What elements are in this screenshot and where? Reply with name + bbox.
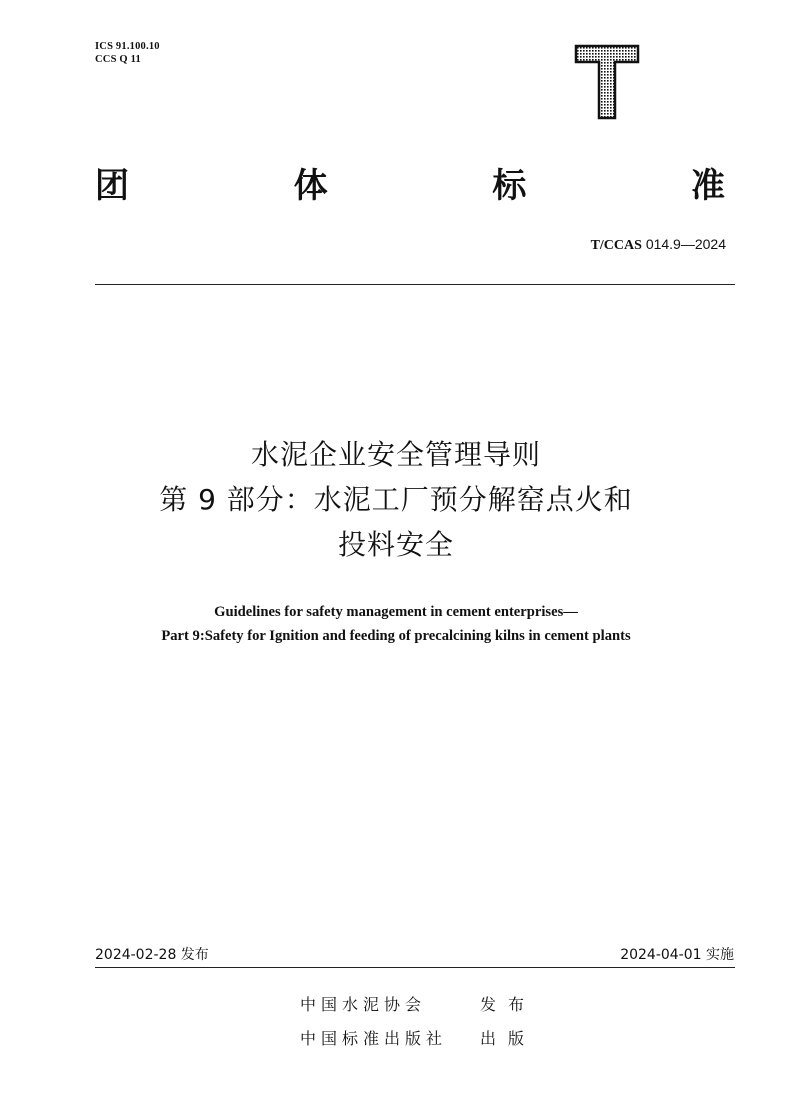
press-row (300, 1026, 540, 1049)
top-divider (95, 284, 735, 285)
chinese-title-line-2: 第 9 部分：水泥工厂预分解窑点火和 (159, 483, 633, 516)
publish-date: 2024-02-28 发布 (95, 947, 209, 963)
publisher-org: 中国水泥协会 (300, 995, 427, 1014)
english-title-line-2: Part 9:Safety for Ignition and feeding of precalcining kilns in cement plants (161, 628, 631, 644)
press-role: 出版 (480, 1029, 537, 1048)
english-title-line-1: Guidelines for safety management in cement enterprises— (214, 604, 578, 620)
classification-codes (95, 40, 160, 66)
standard-type-heading (95, 158, 725, 206)
bottom-divider (95, 967, 735, 968)
chinese-title-line-3: 投料安全 (337, 528, 454, 561)
standard-code-prefix: T/CCAS (590, 238, 642, 253)
english-title (0, 600, 792, 648)
ccs-code: CCS Q 11 (95, 54, 141, 65)
publisher-row (300, 992, 540, 1015)
chinese-title (0, 432, 792, 567)
ics-code: ICS 91.100.10 (95, 41, 160, 52)
standard-type-char: 体 (293, 165, 328, 206)
standard-t-logo (574, 44, 640, 120)
implementation-date: 2024-04-01 实施 (620, 947, 734, 963)
chinese-title-line-1: 水泥企业安全管理导则 (250, 438, 541, 471)
standard-type-char: 团 (95, 165, 129, 206)
standard-code (591, 236, 726, 254)
publisher-role: 发布 (480, 995, 537, 1014)
press-org: 中国标准出版社 (300, 1029, 448, 1048)
standard-type-char: 标 (492, 165, 527, 206)
standard-code-number: 014.9—2024 (645, 236, 726, 252)
standard-type-char: 准 (690, 165, 725, 206)
